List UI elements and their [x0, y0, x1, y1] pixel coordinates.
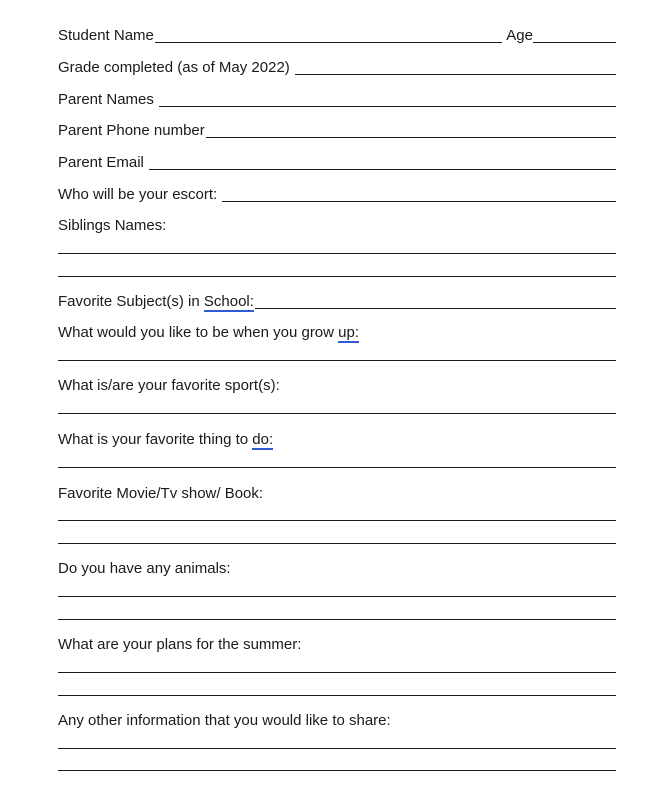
parent-phone-field[interactable]	[206, 137, 616, 138]
grade-row	[58, 54, 616, 78]
grow-up-text: What would you like to be when you grow	[58, 324, 339, 341]
parent-names-label: Parent Names	[58, 91, 154, 108]
animals-row	[58, 555, 616, 579]
favorite-subject-word: School:	[203, 293, 254, 310]
thing-to-do-word: do:	[252, 431, 274, 448]
sport-line[interactable]	[58, 413, 616, 414]
other-info-line-1[interactable]	[58, 748, 616, 749]
animals-line-1[interactable]	[58, 596, 616, 597]
grow-up-line[interactable]	[58, 360, 616, 361]
movie-line-2[interactable]	[58, 543, 616, 544]
movie-label: Favorite Movie/Tv show/ Book:	[58, 485, 264, 502]
grow-up-label	[58, 324, 359, 343]
grow-up-row	[58, 319, 616, 343]
student-name-label: Student Name	[58, 27, 154, 44]
parent-names-field[interactable]	[159, 106, 616, 107]
other-info-row	[58, 707, 616, 731]
parent-names-row	[58, 86, 616, 110]
escort-field[interactable]	[222, 201, 616, 202]
age-label: Age	[506, 27, 533, 44]
siblings-row	[58, 212, 616, 236]
other-info-line-2[interactable]	[58, 770, 616, 771]
parent-email-row	[58, 149, 616, 173]
summer-line-1[interactable]	[58, 672, 616, 673]
movie-line-1[interactable]	[58, 520, 616, 521]
summer-row	[58, 631, 616, 655]
thing-to-do-text: What is your favorite thing to	[58, 431, 253, 448]
age-field[interactable]	[533, 42, 616, 43]
siblings-line-1[interactable]	[58, 253, 616, 254]
parent-email-field[interactable]	[149, 169, 616, 170]
parent-phone-label: Parent Phone number	[58, 122, 205, 139]
siblings-label: Siblings Names:	[58, 217, 167, 234]
thing-to-do-label	[58, 431, 273, 450]
favorite-subject-row	[58, 288, 616, 312]
favorite-subject-field[interactable]	[255, 308, 616, 309]
summer-line-2[interactable]	[58, 695, 616, 696]
grow-up-word: up:	[338, 324, 360, 341]
thing-to-do-row	[58, 426, 616, 450]
sport-row	[58, 372, 616, 396]
parent-email-label: Parent Email	[58, 154, 144, 171]
favorite-subject-label	[58, 293, 254, 312]
thing-to-do-line[interactable]	[58, 467, 616, 468]
escort-label: Who will be your escort:	[58, 186, 218, 203]
sport-label: What is/are your favorite sport(s):	[58, 377, 280, 394]
student-name-field[interactable]	[155, 42, 502, 43]
siblings-line-2[interactable]	[58, 276, 616, 277]
favorite-subject-text: Favorite Subject(s) in	[58, 293, 204, 310]
animals-line-2[interactable]	[58, 619, 616, 620]
grade-label: Grade completed (as of May 2022)	[58, 59, 290, 76]
parent-phone-row	[58, 117, 616, 141]
grade-field[interactable]	[295, 74, 616, 75]
movie-row	[58, 480, 616, 504]
student-name-row	[58, 22, 616, 46]
escort-row	[58, 181, 616, 205]
summer-label: What are your plans for the summer:	[58, 636, 302, 653]
other-info-label: Any other information that you would like to share:	[58, 712, 391, 729]
animals-label: Do you have any animals:	[58, 560, 231, 577]
